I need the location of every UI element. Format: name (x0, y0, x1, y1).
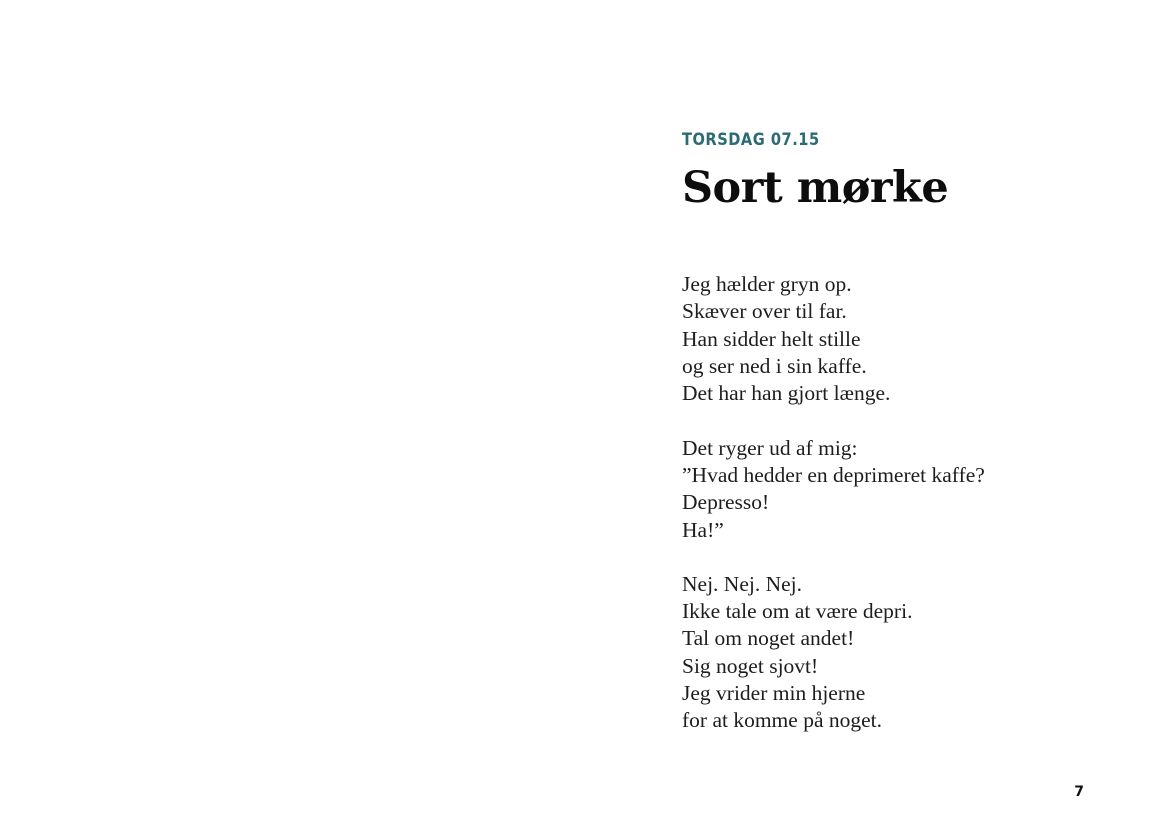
poem-line: Depresso! (682, 490, 770, 515)
poem-line: Tal om noget andet! (682, 626, 855, 651)
poem-body (682, 271, 1102, 734)
page-title: Sort mørke (682, 163, 949, 213)
section-kicker: TORSDAG 07.15 (682, 130, 820, 150)
poem-line: Sig noget sjovt! (682, 653, 819, 678)
poem-stanza (682, 571, 1102, 735)
page-number: 7 (1074, 784, 1084, 800)
poem-line: og ser ned i sin kaffe. (682, 354, 867, 379)
page-right (587, 0, 1174, 833)
poem-line: Skæver over til far. (682, 299, 847, 324)
poem-line: Ha!” (682, 517, 724, 542)
poem-stanza (682, 435, 1102, 544)
poem-line: Det ryger ud af mig: (682, 435, 858, 460)
poem-line: ”Hvad hedder en deprimeret kaffe? (682, 462, 985, 487)
poem-line: Jeg hælder gryn op. (682, 272, 852, 297)
poem-line: Jeg vrider min hjerne (682, 681, 866, 705)
page-content (682, 130, 1102, 735)
poem-line: Det har han gjort længe. (682, 381, 891, 406)
poem-line: Ikke tale om at være depri. (682, 599, 913, 624)
poem-stanza (682, 271, 1102, 407)
poem-line: Nej. Nej. Nej. (682, 571, 803, 596)
poem-line: Han sidder helt stille (682, 326, 861, 351)
poem-line: for at komme på noget. (682, 708, 883, 733)
